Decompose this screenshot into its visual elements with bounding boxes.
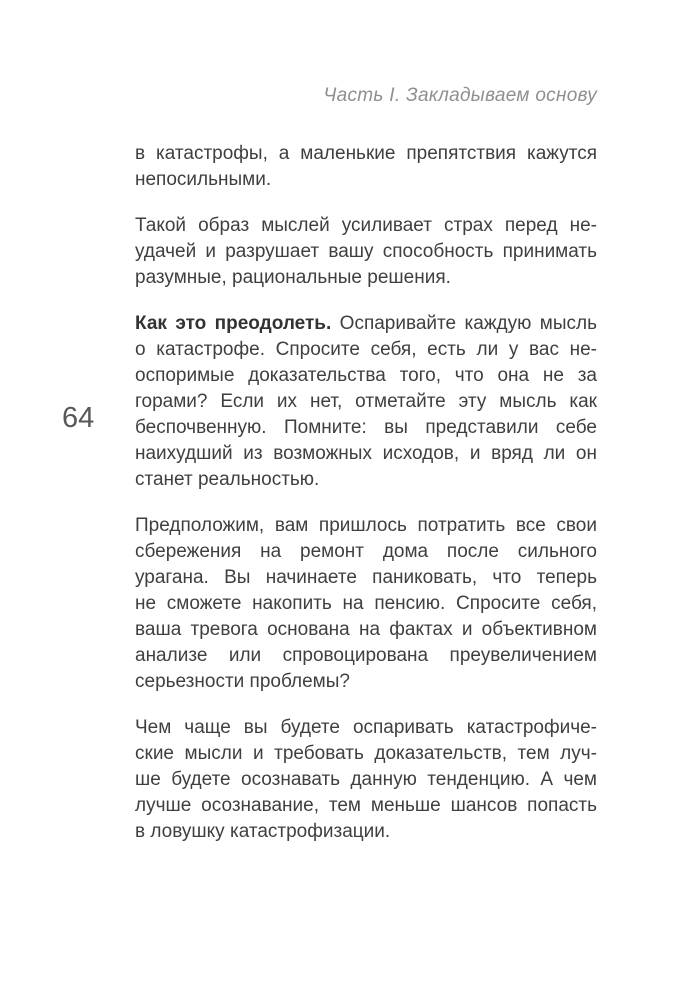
page-number: 64 (62, 402, 95, 434)
running-head: Часть I. Закладываем основу (323, 85, 597, 106)
paragraph (135, 141, 597, 193)
bold-lead: Как это преодолеть. (135, 313, 332, 334)
paragraph (135, 213, 597, 291)
text-line: Чем чаще вы будете оспаривать катастрофиче- (135, 717, 597, 738)
text-line: наихудший из возможных исходов, и вряд ли он (135, 443, 597, 464)
text-line: Такой образ мыслей усиливает страх перед не- (135, 215, 597, 236)
text-line: анализе или спровоцирована преувеличением (135, 645, 597, 666)
paragraphs (135, 141, 597, 845)
text-line: Как это преодолеть. Оспаривайте каждую мысль (135, 313, 597, 334)
page-body (135, 141, 597, 845)
text-line: урагана. Вы начинаете паниковать, что теперь (135, 567, 597, 588)
text-line: ваша тревога основана на фактах и объективном (135, 619, 597, 640)
paragraph (135, 715, 597, 845)
text-line: станет реальностью. (135, 469, 320, 490)
text-line: непосильными. (135, 169, 272, 190)
text-line: ские мысли и требовать доказательств, тем луч- (135, 743, 597, 764)
text-line: сбережения на ремонт дома после сильного (135, 541, 597, 562)
paragraph (135, 513, 597, 695)
text-line: серьезности проблемы? (135, 671, 350, 692)
paragraph (135, 311, 597, 493)
text-line: беспочвенную. Помните: вы представили себе (135, 417, 597, 438)
text-line: Предположим, вам пришлось потратить все свои (135, 515, 597, 536)
text-line: разумные, рациональные решения. (135, 267, 451, 288)
text-line: не сможете накопить на пенсию. Спросите себя, (135, 593, 597, 614)
text-line: в катастрофы, а маленькие препятствия кажутся (135, 143, 597, 164)
text-line: оспоримые доказательства того, что она не за (135, 365, 597, 386)
text-line: в ловушку катастрофизации. (135, 821, 391, 842)
text-line: ше будете осознавать данную тенденцию. А чем (135, 769, 597, 790)
text-line: удачей и разрушает вашу способность принимать (135, 241, 597, 262)
text-line: о катастрофе. Спросите себя, есть ли у вас не- (135, 339, 597, 360)
text-line: лучше осознавание, тем меньше шансов попасть (135, 795, 597, 816)
text-line: горами? Если их нет, отметайте эту мысль как (135, 391, 597, 412)
